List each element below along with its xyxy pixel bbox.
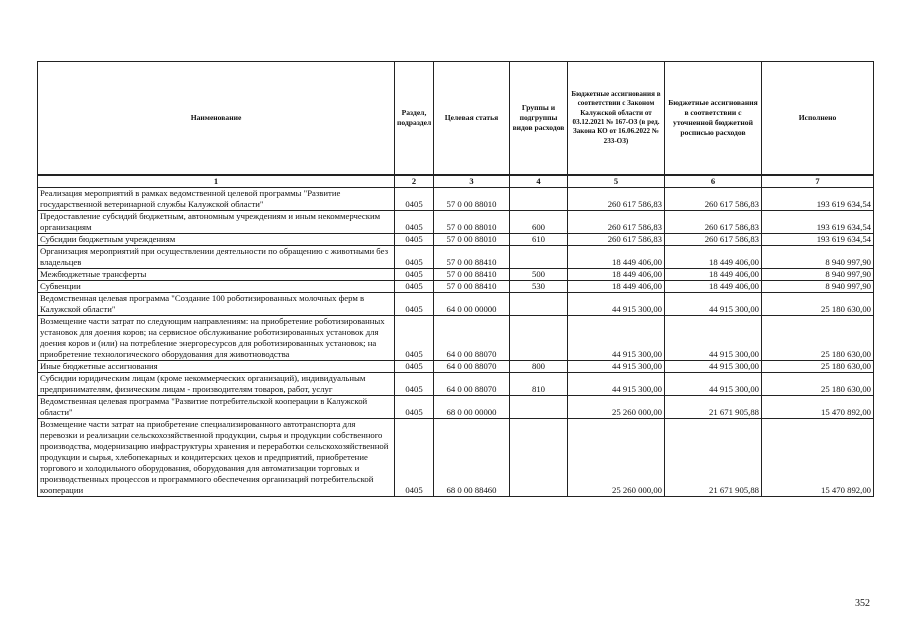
cell-group bbox=[510, 188, 568, 211]
cell-target: 64 0 00 88070 bbox=[434, 361, 510, 373]
cell-section: 0405 bbox=[395, 246, 434, 269]
header-executed: Исполнено bbox=[762, 62, 874, 176]
cell-refined-allocation: 18 449 406,00 bbox=[665, 281, 762, 293]
cell-executed: 25 180 630,00 bbox=[762, 373, 874, 396]
cell-refined-allocation: 44 915 300,00 bbox=[665, 361, 762, 373]
column-number: 4 bbox=[510, 175, 568, 188]
cell-group: 810 bbox=[510, 373, 568, 396]
column-number: 5 bbox=[568, 175, 665, 188]
cell-executed: 8 940 997,90 bbox=[762, 281, 874, 293]
table-row bbox=[38, 293, 874, 316]
cell-name: Возмещение части затрат на приобретение специализированного автотранспорта для перевозки и реализации сельскохозяйственной продукции, сырья и продукции собственного производства, модернизацию инфраструктуры хранения и переработки сельскохозяйственной продукции и сырья, хлебопекарных и кондитерских цехов и предприятий, приобретение торгового и холодильного оборудования, оборудования для автоматизации торговых и производственных процессов и программного обеспечения организаций потребительской кооперации bbox=[38, 419, 395, 497]
cell-executed: 8 940 997,90 bbox=[762, 269, 874, 281]
cell-refined-allocation: 44 915 300,00 bbox=[665, 373, 762, 396]
cell-name: Межбюджетные трансферты bbox=[38, 269, 395, 281]
page-number: 352 bbox=[855, 598, 870, 609]
cell-group bbox=[510, 246, 568, 269]
cell-section: 0405 bbox=[395, 234, 434, 246]
cell-target: 57 0 00 88410 bbox=[434, 246, 510, 269]
cell-target: 57 0 00 88410 bbox=[434, 281, 510, 293]
cell-section: 0405 bbox=[395, 361, 434, 373]
header-row bbox=[38, 62, 874, 176]
cell-target: 68 0 00 88460 bbox=[434, 419, 510, 497]
cell-executed: 8 940 997,90 bbox=[762, 246, 874, 269]
cell-group: 530 bbox=[510, 281, 568, 293]
cell-executed: 25 180 630,00 bbox=[762, 361, 874, 373]
cell-target: 57 0 00 88410 bbox=[434, 269, 510, 281]
table-row bbox=[38, 419, 874, 497]
cell-section: 0405 bbox=[395, 419, 434, 497]
cell-group bbox=[510, 316, 568, 361]
cell-executed: 25 180 630,00 bbox=[762, 293, 874, 316]
cell-law-allocation: 44 915 300,00 bbox=[568, 293, 665, 316]
cell-section: 0405 bbox=[395, 211, 434, 234]
cell-target: 64 0 00 88070 bbox=[434, 373, 510, 396]
cell-refined-allocation: 44 915 300,00 bbox=[665, 293, 762, 316]
cell-target: 57 0 00 88010 bbox=[434, 211, 510, 234]
cell-section: 0405 bbox=[395, 396, 434, 419]
column-number: 3 bbox=[434, 175, 510, 188]
table-row bbox=[38, 234, 874, 246]
cell-target: 64 0 00 00000 bbox=[434, 293, 510, 316]
cell-executed: 193 619 634,54 bbox=[762, 234, 874, 246]
budget-table bbox=[37, 61, 874, 497]
cell-section: 0405 bbox=[395, 269, 434, 281]
column-number-row bbox=[38, 175, 874, 188]
cell-refined-allocation: 21 671 905,88 bbox=[665, 419, 762, 497]
column-number: 6 bbox=[665, 175, 762, 188]
table-row bbox=[38, 396, 874, 419]
cell-name: Ведомственная целевая программа "Создание 100 роботизированных молочных ферм в Калужской области" bbox=[38, 293, 395, 316]
table-row bbox=[38, 316, 874, 361]
cell-name: Субсидии бюджетным учреждениям bbox=[38, 234, 395, 246]
cell-law-allocation: 44 915 300,00 bbox=[568, 361, 665, 373]
cell-law-allocation: 18 449 406,00 bbox=[568, 269, 665, 281]
column-number: 2 bbox=[395, 175, 434, 188]
cell-name: Возмещение части затрат по следующим направлениям: на приобретение роботизированных установок для доения коров; на сервисное обслуживание роботизированных установок для доения коров и (или) на потребление энергоресурсов для роботизированных установок; на приобретение технологического оборудования для животноводства bbox=[38, 316, 395, 361]
cell-refined-allocation: 18 449 406,00 bbox=[665, 269, 762, 281]
cell-law-allocation: 44 915 300,00 bbox=[568, 373, 665, 396]
column-number: 7 bbox=[762, 175, 874, 188]
table-row bbox=[38, 281, 874, 293]
header-section: Раздел, подраздел bbox=[395, 62, 434, 176]
table-body bbox=[38, 188, 874, 497]
cell-law-allocation: 260 617 586,83 bbox=[568, 234, 665, 246]
table-row bbox=[38, 188, 874, 211]
cell-section: 0405 bbox=[395, 188, 434, 211]
header-law-allocations: Бюджетные ассигнования в соответствии с Законом Калужской области от 03.12.2021 № 167-ОЗ (в ред. Закона КО от 16.06.2022 № 233-ОЗ) bbox=[568, 62, 665, 176]
cell-target: 57 0 00 88010 bbox=[434, 234, 510, 246]
cell-name: Реализация мероприятий в рамках ведомственной целевой программы "Развитие государственной ветеринарной службы Калужской области" bbox=[38, 188, 395, 211]
cell-section: 0405 bbox=[395, 373, 434, 396]
header-target: Целевая статья bbox=[434, 62, 510, 176]
cell-law-allocation: 25 260 000,00 bbox=[568, 419, 665, 497]
cell-refined-allocation: 260 617 586,83 bbox=[665, 234, 762, 246]
cell-law-allocation: 44 915 300,00 bbox=[568, 316, 665, 361]
cell-law-allocation: 18 449 406,00 bbox=[568, 281, 665, 293]
cell-name: Организация мероприятий при осуществлении деятельности по обращению с животными без владельцев bbox=[38, 246, 395, 269]
cell-name: Субсидии юридическим лицам (кроме некоммерческих организаций), индивидуальным предпринимателям, физическим лицам - производителям товаров, работ, услуг bbox=[38, 373, 395, 396]
header-refined-allocations: Бюджетные ассигнования в соответствии с уточненной бюджетной росписью расходов bbox=[665, 62, 762, 176]
cell-name: Иные бюджетные ассигнования bbox=[38, 361, 395, 373]
cell-name: Субвенции bbox=[38, 281, 395, 293]
cell-refined-allocation: 18 449 406,00 bbox=[665, 246, 762, 269]
table-row bbox=[38, 269, 874, 281]
cell-group: 500 bbox=[510, 269, 568, 281]
table-row bbox=[38, 373, 874, 396]
cell-group: 800 bbox=[510, 361, 568, 373]
cell-refined-allocation: 21 671 905,88 bbox=[665, 396, 762, 419]
cell-refined-allocation: 260 617 586,83 bbox=[665, 211, 762, 234]
cell-group bbox=[510, 396, 568, 419]
cell-group bbox=[510, 293, 568, 316]
cell-law-allocation: 260 617 586,83 bbox=[568, 188, 665, 211]
table-row bbox=[38, 211, 874, 234]
cell-executed: 193 619 634,54 bbox=[762, 188, 874, 211]
budget-sheet bbox=[37, 61, 873, 497]
cell-name: Ведомственная целевая программа "Развитие потребительской кооперации в Калужской области" bbox=[38, 396, 395, 419]
cell-target: 57 0 00 88010 bbox=[434, 188, 510, 211]
cell-law-allocation: 18 449 406,00 bbox=[568, 246, 665, 269]
cell-refined-allocation: 44 915 300,00 bbox=[665, 316, 762, 361]
cell-target: 64 0 00 88070 bbox=[434, 316, 510, 361]
cell-executed: 193 619 634,54 bbox=[762, 211, 874, 234]
cell-target: 68 0 00 00000 bbox=[434, 396, 510, 419]
cell-group: 600 bbox=[510, 211, 568, 234]
cell-name: Предоставление субсидий бюджетным, автономным учреждениям и иным некоммерческим организациям bbox=[38, 211, 395, 234]
cell-executed: 15 470 892,00 bbox=[762, 396, 874, 419]
header-name: Наименование bbox=[38, 62, 395, 176]
cell-section: 0405 bbox=[395, 316, 434, 361]
cell-law-allocation: 25 260 000,00 bbox=[568, 396, 665, 419]
cell-executed: 25 180 630,00 bbox=[762, 316, 874, 361]
cell-group bbox=[510, 419, 568, 497]
column-number: 1 bbox=[38, 175, 395, 188]
table-row bbox=[38, 246, 874, 269]
table-row bbox=[38, 361, 874, 373]
cell-group: 610 bbox=[510, 234, 568, 246]
header-groups: Группы и подгруппы видов расходов bbox=[510, 62, 568, 176]
cell-section: 0405 bbox=[395, 281, 434, 293]
cell-law-allocation: 260 617 586,83 bbox=[568, 211, 665, 234]
cell-section: 0405 bbox=[395, 293, 434, 316]
cell-executed: 15 470 892,00 bbox=[762, 419, 874, 497]
cell-refined-allocation: 260 617 586,83 bbox=[665, 188, 762, 211]
